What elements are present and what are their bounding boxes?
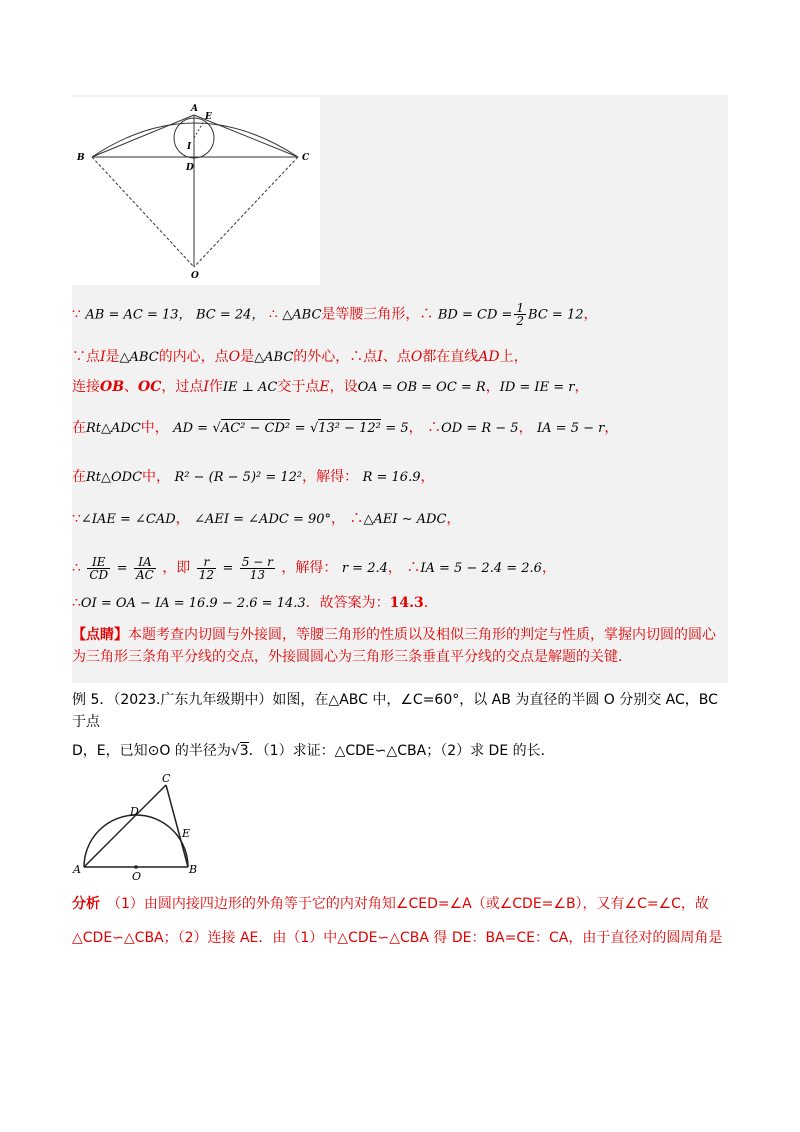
math-bc: BC = 24 [195, 307, 252, 323]
segment-ac [84, 785, 166, 867]
text: ， [604, 420, 619, 436]
text: 上， [499, 349, 528, 365]
segment-ob [92, 157, 194, 267]
comment-text: 本题考查内切圆与外接圆，等腰三角形的性质以及相似三角形的判定与性质，掌握内切圆的圆心为三角形三条角平分线的交点，外接圆圆心为三角形三条垂直平分线的交点是解题的关键． [72, 627, 716, 665]
radicand-3: 3 [239, 743, 249, 759]
fraction-r-12 [197, 556, 216, 581]
var-e: E [319, 379, 330, 395]
comma: ， [251, 307, 265, 323]
label-c: C [302, 153, 310, 163]
therefore-symbol: ∴ [419, 306, 434, 323]
text: 、 [124, 379, 139, 395]
label-a: A [73, 863, 81, 876]
label-e: E [205, 112, 212, 122]
math-bd-cd: BD = CD = [437, 307, 513, 323]
text: ， [574, 379, 589, 395]
text: 在 [72, 420, 86, 436]
math-oi-value: OI = OA − IA = 16.9 − 2.6 = 14.3 [80, 596, 306, 611]
semicircle [84, 815, 191, 867]
numerator: IE [87, 556, 110, 569]
math-ab-ac: AB = AC = 13 [85, 307, 179, 323]
therefore-symbol: ∴ [427, 420, 442, 436]
var-i: I [100, 349, 106, 365]
text: ，设 [329, 379, 358, 395]
denominator: 13 [249, 567, 266, 582]
label-b: B [77, 153, 85, 163]
fraction-ie-cd [87, 556, 110, 581]
solution-line-5 [72, 467, 728, 488]
numerator: r [197, 556, 216, 569]
comment-tag: 【点睛】 [72, 627, 128, 643]
math-r-value: R = 16.9 [362, 470, 421, 485]
analysis-text: △CDE∽△CBA；（2）连接 AE．由（1）中△CDE∽△CBA 得 DE：BA=CE：CA，由于直径对的圆周角是 [72, 930, 723, 946]
fraction-5-r-13 [240, 556, 275, 581]
equals: = [222, 561, 234, 576]
analysis-line-1 [72, 893, 728, 915]
therefore-symbol: ∴ [268, 306, 278, 323]
text: ，即 [162, 560, 191, 576]
label-d: D [130, 805, 139, 818]
answer-value: 14.3 [389, 595, 424, 611]
therefore-symbol: ∴ [72, 560, 81, 576]
var-i: I [203, 379, 209, 395]
numerator: 5 − r [241, 554, 273, 569]
text: ， [541, 560, 556, 576]
text: 交于点 [277, 379, 320, 395]
therefore-symbol: ∴ [72, 595, 81, 611]
text: ，解得： [302, 469, 359, 485]
label-i: I [187, 142, 192, 152]
math-triangle-abc: △ABC [282, 307, 322, 323]
label-o: O [191, 271, 199, 281]
text: 都在直线 [422, 349, 479, 365]
denominator: AC [136, 567, 154, 582]
solution-line-4 [72, 418, 728, 439]
radicand-ac-cd: AC² − CD² [220, 421, 291, 436]
example-5-text: D，E，已知⊙O 的半径为 [72, 743, 231, 759]
solution-line-2 [72, 347, 728, 368]
var-o: O [410, 349, 423, 365]
text: 作 [208, 379, 223, 395]
text: ，解得： [281, 560, 338, 576]
label-c: C [162, 773, 171, 785]
label-e: E [182, 827, 191, 840]
text: ， [446, 511, 461, 527]
numerator: IA [134, 556, 156, 569]
denominator: CD [89, 567, 109, 582]
solution-line-8 [72, 593, 728, 614]
text: ， [518, 420, 533, 436]
math-sqrt: √13² − 12² [309, 421, 381, 436]
text: ， [420, 469, 435, 485]
var-oc: OC [138, 379, 162, 395]
var-o: O [228, 349, 241, 365]
text: 、点 [382, 349, 411, 365]
denominator: 12 [198, 567, 215, 582]
math-rt-triangle-adc: Rt△ADC [86, 421, 141, 436]
var-ad: AD [478, 349, 500, 365]
analysis-text: （1）由圆内接四边形的外角等于它的内对角知∠CED=∠A（或∠CDE=∠B），又有∠C=∠C，故 [114, 896, 709, 912]
text: 是等腰三角形， [321, 306, 420, 323]
math-sqrt: √AC² − CD² [212, 421, 291, 436]
text: 的外心，∴点 [293, 349, 378, 365]
var-i: I [377, 349, 383, 365]
denominator: 2 [516, 314, 525, 328]
label-o: O [132, 870, 142, 883]
therefore-symbol: ∴ [406, 560, 421, 576]
var-ob: OB [100, 379, 125, 395]
text: ． [423, 595, 438, 611]
math-triangle-abc: △ABC [254, 350, 294, 365]
center-point [134, 865, 138, 869]
segment-bc [166, 785, 191, 867]
math-r-value: r = 2.4 [341, 561, 388, 576]
label-b: B [189, 863, 198, 876]
math-angle-iae: ∠IAE = ∠CAD [80, 512, 176, 527]
text: ， [175, 511, 190, 527]
text: ， [387, 560, 402, 576]
comment-block [72, 624, 728, 668]
text: 在 [72, 469, 86, 485]
solution-line-1 [72, 302, 728, 327]
math-similar-triangles: △AEI ∼ ADC [363, 512, 447, 527]
math-equation-r: R² − (R − 5)² = 12² [174, 470, 303, 485]
arc-bc [92, 123, 298, 157]
fraction-one-half [514, 302, 526, 327]
example-5-text: 例 5．（2023.广东九年级期中）如图，在△ABC 中，∠C=60°，以 AB 为直径的半圆 O 分别交 AC，BC 于点 [72, 692, 718, 730]
text: ．故答案为： [305, 595, 390, 611]
numerator: 1 [516, 301, 525, 315]
text: ， [408, 420, 423, 436]
example-5-line-2 [72, 740, 728, 762]
segment-oc [194, 157, 298, 267]
radicand-13-12: 13² − 12² [318, 421, 381, 436]
math-triangle-abc: △ABC [119, 350, 159, 365]
figure-1-svg [72, 97, 320, 285]
example-5-text: ．（1）求证：△CDE∽△CBA；（2）求 DE 的长． [248, 743, 555, 759]
sqrt-symbol: √ [230, 743, 240, 759]
math-ia: IA = 5 − r [537, 421, 605, 436]
solution-line-6 [72, 509, 728, 530]
text: ，过点 [161, 379, 204, 395]
label-a: A [191, 104, 198, 114]
comma: ， [178, 307, 192, 323]
since-symbol: ∵ [72, 306, 81, 323]
solution-line-3 [72, 377, 728, 398]
solution-line-7 [72, 552, 728, 584]
text: ∵点 [72, 349, 100, 365]
math-bc-12: BC = 12 [528, 307, 584, 323]
text: 中， [140, 420, 169, 436]
math-oa-ob-oc-r: OA = OB = OC = R [357, 380, 486, 395]
math-id-ie-r: ID = IE = r [499, 380, 575, 395]
equals: = [116, 561, 128, 576]
math-ia-value: IA = 5 − 2.4 = 2.6 [420, 561, 542, 576]
math-angle-aei: ∠AEI = ∠ADC = 90° [194, 512, 332, 527]
text: ， [331, 511, 346, 527]
comma: ， [583, 306, 598, 323]
math-rt-triangle-odc: Rt△ODC [86, 470, 143, 485]
therefore-symbol: ∴ [349, 511, 364, 527]
label-d: D [186, 163, 194, 173]
math-equals-5: = 5 [385, 421, 409, 436]
text: 连接 [72, 379, 100, 395]
example-5-line-1 [72, 689, 728, 733]
analysis-line-2 [72, 927, 728, 949]
text: 是 [240, 349, 255, 365]
text: 的内心，点 [158, 349, 229, 365]
text: ， [485, 379, 500, 395]
figure-2-svg [72, 773, 212, 883]
figure-semicircle [72, 773, 212, 883]
since-symbol: ∵ [72, 511, 81, 527]
equals: = [294, 421, 306, 436]
fraction-ia-ac [134, 556, 156, 581]
math-ad: AD = [173, 421, 209, 436]
math-od: OD = R − 5 [441, 421, 519, 436]
text: 中， [142, 469, 171, 485]
analysis-tag: 分析 [72, 896, 100, 912]
text: 是 [105, 349, 120, 365]
figure-incircle-circumcircle [72, 97, 320, 285]
math-ie-perp-ac: IE ⊥ AC [222, 380, 278, 395]
